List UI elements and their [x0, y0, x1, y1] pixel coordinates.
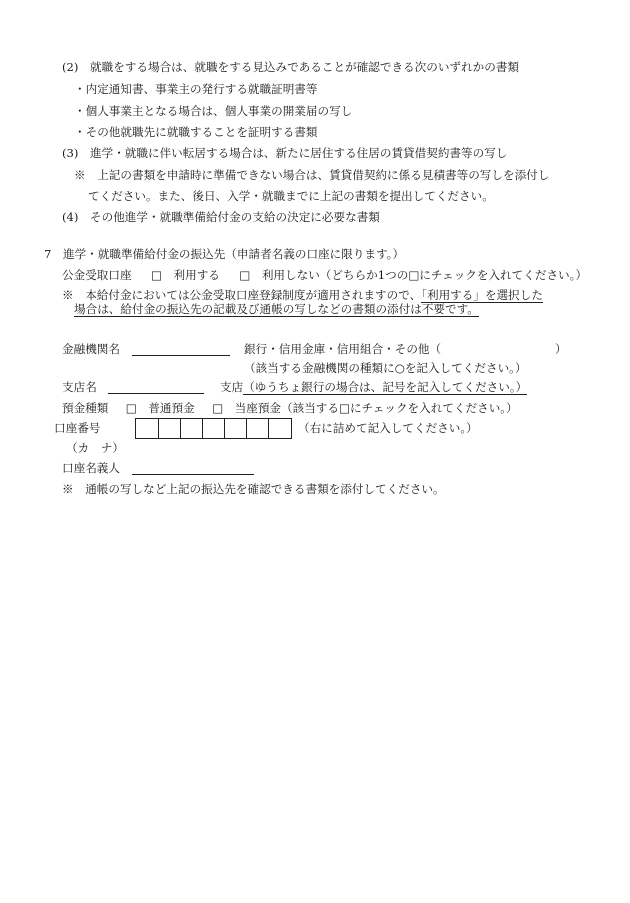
item-4: (4) その他進学・就職準備給付金の支給の決定に必要な書類 [62, 210, 380, 224]
digit-divider [268, 419, 269, 438]
account-number-boxes[interactable] [135, 418, 292, 439]
account-number-hint: （右に詰めて記入してください。） [298, 421, 478, 435]
deposit-current-checkbox[interactable]: □ 当座預金 [212, 401, 282, 415]
branch-label: 支店名 [62, 380, 97, 394]
digit-divider [246, 419, 247, 438]
item-3: (3) 進学・就職に伴い転居する場合は、新たに居住する住居の賃貸借契約書等の写し [62, 146, 508, 160]
kokin-note-underlined: 「利用する」を選択した [421, 288, 543, 302]
holder-label: 口座名義人 [62, 461, 120, 475]
digit-divider [224, 419, 225, 438]
kokin-note-text: ※ 本給付金においては公金受取口座登録制度が適用されますので、 [62, 288, 422, 302]
institution-hint: （該当する金融機関の種類に○を記入してください。） [244, 361, 527, 375]
deposit-label: 預金種類 [62, 401, 109, 415]
digit-divider [180, 419, 181, 438]
final-note: ※ 通帳の写しなど上記の振込先を確認できる書類を添付してください。 [62, 482, 445, 496]
holder-name-field[interactable] [132, 474, 254, 475]
institution-close: ） [555, 342, 567, 356]
deposit-hint: （該当する□にチェックを入れてください。） [281, 401, 518, 415]
bullet-naitei: ・内定通知書、事業主の発行する就職証明書等 [74, 82, 318, 96]
bullet-sonota: ・その他就職先に就職することを証明する書類 [74, 125, 318, 139]
kokin-note-underlined-2: 場合は、給付金の振込先の記載及び通帳の写しなどの書類の添付は不要です。 [74, 302, 479, 316]
digit-divider [202, 419, 203, 438]
kokin-use-checkbox[interactable]: □ 利用する [150, 268, 220, 282]
institution-name-field[interactable] [132, 355, 230, 356]
branch-suffix: 支店 [220, 380, 244, 394]
institution-types: 銀行・信用金庫・信用組合・その他（ [244, 342, 442, 356]
kokin-label: 公金受取口座 [62, 268, 132, 282]
note-line-2: てください。また、後日、入学・就職までに上記の書類を提出してください。 [88, 189, 494, 203]
item-2: (2) 就職をする場合は、就職をする見込みであることが確認できる次のいずれかの書類 [62, 60, 519, 74]
section7-heading: 7 進学・就職準備給付金の振込先（申請者名義の口座に限ります。） [44, 247, 405, 261]
kokin-hint: （どちらか1つの□にチェックを入れてください。） [319, 268, 588, 282]
digit-divider [158, 419, 159, 438]
branch-name-field[interactable] [108, 393, 204, 394]
branch-row [220, 379, 527, 395]
kokin-row [62, 267, 587, 283]
kokin-not-use-checkbox[interactable]: □ 利用しない [239, 268, 320, 282]
branch-hint: （ゆうちょ銀行の場合は、記号を記入してください。） [243, 380, 528, 394]
deposit-ordinary-checkbox[interactable]: □ 普通預金 [125, 401, 195, 415]
deposit-row [62, 400, 518, 416]
account-number-label: 口座番号 [54, 421, 101, 435]
kana-label: （カ ナ） [66, 441, 124, 455]
bullet-kaigyo: ・個人事業主となる場合は、個人事業の開業届の写し [74, 104, 353, 118]
institution-label: 金融機関名 [62, 342, 120, 356]
kokin-note-line-2 [74, 301, 479, 317]
note-line-1: ※ 上記の書類を申請時に準備できない場合は、賃貸借契約に係る見積書等の写しを添付し [74, 168, 550, 182]
